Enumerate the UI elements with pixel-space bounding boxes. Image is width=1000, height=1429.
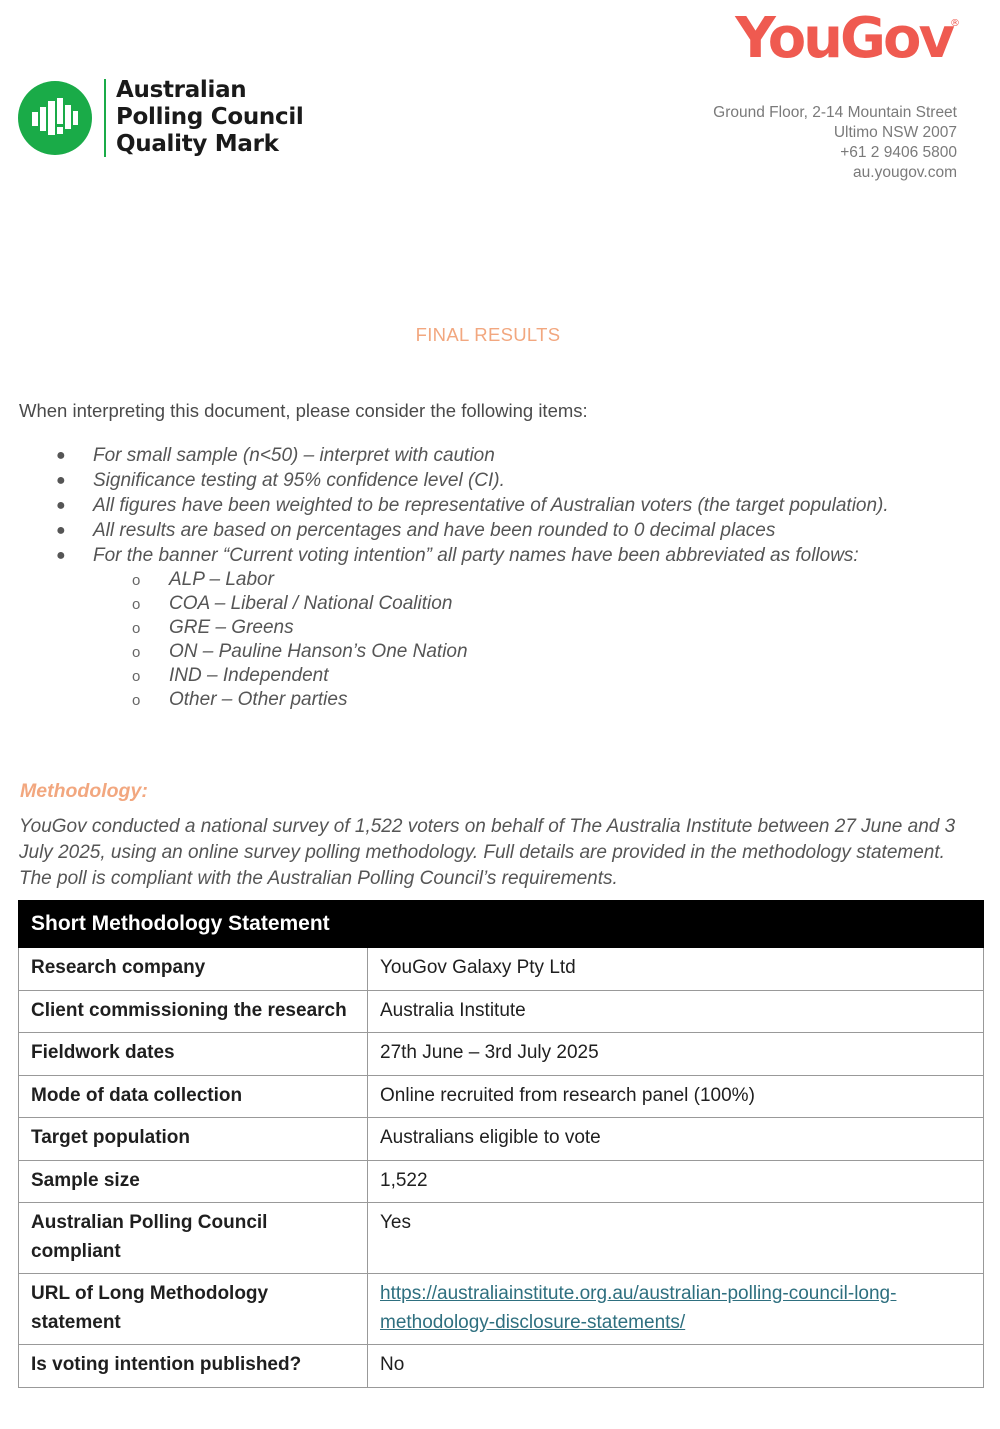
apc-line: Polling Council	[116, 104, 304, 130]
bullet-icon: ●	[56, 472, 66, 489]
logo-divider	[104, 79, 106, 157]
circle-bullet-icon: o	[132, 644, 141, 661]
row-value: Australians eligible to vote	[368, 1118, 984, 1161]
intro-text: When interpreting this document, please consider the following items:	[19, 400, 588, 421]
website: au.yougov.com	[853, 164, 957, 181]
phone-number: +61 2 9406 5800	[840, 144, 957, 161]
list-item	[132, 640, 956, 664]
bullet-icon: ●	[56, 447, 66, 464]
list-item	[56, 493, 893, 518]
bullet-list	[56, 443, 956, 712]
bullet-text: Significance testing at 95% confidence level (CI).	[93, 470, 505, 491]
bullet-text: For the banner “Current voting intention” all party names have been abbreviated as follows:	[93, 545, 859, 566]
list-item	[132, 664, 956, 688]
address-line: Ultimo NSW 2007	[833, 124, 957, 141]
row-label: URL of Long Methodology statement	[19, 1274, 368, 1345]
list-item	[56, 468, 956, 493]
abbreviation-text: Other – Other parties	[169, 689, 348, 710]
abbreviation-text: COA – Liberal / National Coalition	[169, 593, 453, 614]
apc-line: Australian	[116, 77, 247, 103]
table-row	[19, 1274, 984, 1345]
apc-quality-mark-logo	[18, 77, 304, 158]
circle-bullet-icon: o	[132, 668, 141, 685]
apc-logo-text	[116, 77, 304, 158]
bullet-icon: ●	[56, 497, 66, 514]
yougov-logo-text: YouGov	[735, 6, 952, 71]
row-label: Mode of data collection	[19, 1075, 368, 1118]
row-label: Research company	[19, 948, 368, 991]
row-label: Fieldwork dates	[19, 1033, 368, 1076]
apc-line: Quality Mark	[116, 131, 279, 157]
apc-bars-icon	[18, 81, 92, 155]
row-label: Client commissioning the research	[19, 990, 368, 1033]
table-row	[19, 1033, 984, 1076]
circle-bullet-icon: o	[132, 572, 141, 589]
bullet-text: All figures have been weighted to be representative of Australian voters (the target population).	[93, 495, 889, 516]
table-header-row	[19, 901, 984, 948]
table-row	[19, 990, 984, 1033]
page-title: FINAL RESULTS	[415, 324, 561, 345]
list-item	[132, 688, 956, 712]
circle-bullet-icon: o	[132, 692, 141, 709]
row-value: 1,522	[368, 1160, 984, 1203]
circle-bullet-icon: o	[132, 620, 141, 637]
methodology-text: YouGov conducted a national survey of 1,522 voters on behalf of The Australia Institute between 27 June and 3 July 2025, using an online survey polling methodology. Full details are provided in the methodology statement. The poll is compliant with the Australian Polling Council’s requirements.	[19, 816, 956, 889]
row-value: No	[368, 1345, 984, 1388]
address-line: Ground Floor, 2-14 Mountain Street	[713, 104, 957, 121]
table-row	[19, 1203, 984, 1274]
bullet-icon: ●	[56, 522, 66, 539]
registered-mark: ®	[950, 18, 960, 29]
list-item	[132, 616, 956, 640]
row-label: Australian Polling Council compliant	[19, 1203, 368, 1274]
methodology-heading: Methodology:	[20, 780, 148, 802]
row-value: Online recruited from research panel (100%)	[368, 1075, 984, 1118]
abbreviation-text: ALP – Labor	[169, 569, 274, 590]
row-label: Is voting intention published?	[19, 1345, 368, 1388]
row-value: Yes	[368, 1203, 984, 1274]
table-row	[19, 1075, 984, 1118]
abbreviation-text: ON – Pauline Hanson’s One Nation	[169, 641, 468, 662]
list-item	[56, 443, 956, 468]
company-address	[713, 103, 957, 183]
methodology-url-link[interactable]: https://australiainstitute.org.au/australian-polling-council-long-methodology-disclosure-statements/	[380, 1283, 897, 1333]
row-label: Sample size	[19, 1160, 368, 1203]
bullet-icon: ●	[56, 547, 66, 564]
abbreviation-text: IND – Independent	[169, 665, 329, 686]
row-value	[368, 1274, 984, 1345]
table-header: Short Methodology Statement	[19, 901, 984, 948]
row-value: Australia Institute	[368, 990, 984, 1033]
list-item	[56, 543, 956, 568]
row-label: Target population	[19, 1118, 368, 1161]
list-item	[56, 518, 956, 543]
table-row	[19, 1345, 984, 1388]
methodology-table	[18, 900, 984, 1388]
table-row	[19, 1160, 984, 1203]
row-value: 27th June – 3rd July 2025	[368, 1033, 984, 1076]
abbreviation-list	[132, 568, 956, 712]
abbreviation-text: GRE – Greens	[169, 617, 294, 638]
list-item	[132, 568, 956, 592]
row-value: YouGov Galaxy Pty Ltd	[368, 948, 984, 991]
bullet-text: All results are based on percentages and have been rounded to 0 decimal places	[93, 520, 776, 541]
table-row	[19, 948, 984, 991]
circle-bullet-icon: o	[132, 596, 141, 613]
table-row	[19, 1118, 984, 1161]
list-item	[132, 592, 956, 616]
yougov-logo	[735, 6, 960, 71]
bullet-text: For small sample (n<50) – interpret with caution	[93, 445, 495, 466]
